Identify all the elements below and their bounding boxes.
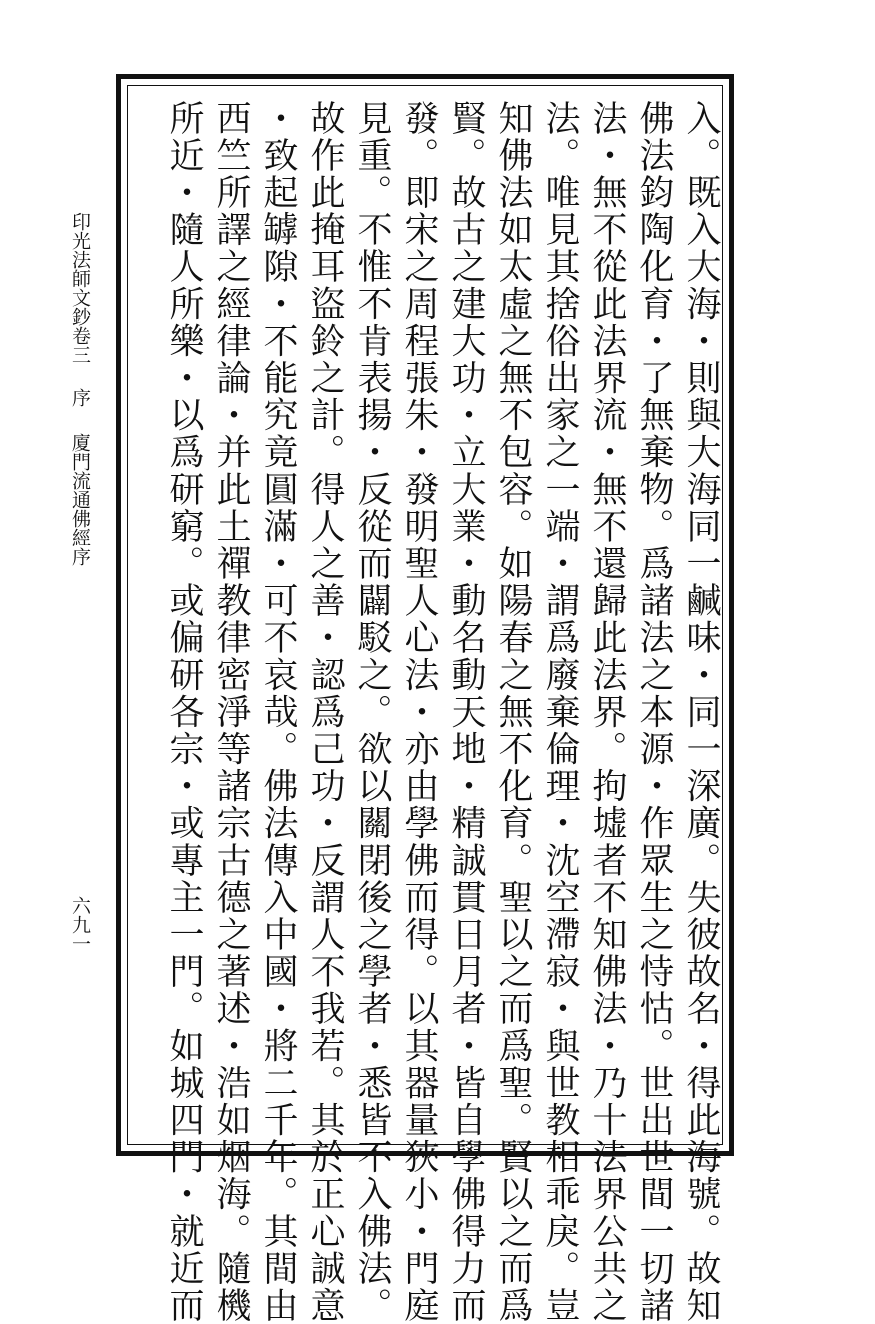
header-section: 序: [69, 388, 91, 407]
text-column-6: 賢。故古之建大功・立大業・動名動天地・精誠貫日月者・皆自學佛得力而: [446, 100, 486, 1324]
text-column-8: 見重。不惟不肯表揚・反從而闢駁之。欲以關閉後之學者・悉皆不入佛法。: [352, 100, 392, 1324]
text-column-10: ・致起罅隙・不能究竟圓滿・可不哀哉。佛法傳入中國・將二千年。其間由: [258, 100, 298, 1324]
text-column-12: 所近・隨人所樂・以爲研窮。或偏研各宗・或專主一門。如城四門・就近而: [164, 100, 204, 1324]
text-column-2: 佛法鈞陶化育・了無棄物。爲諸法之本源・作眾生之恃怙。世出世間一切諸: [634, 100, 674, 1324]
text-column-1: 入。既入大海・則與大海同一鹹味・同一深廣。失彼故名・得此海號。故知: [681, 100, 721, 1324]
text-column-4: 法。唯見其捨俗出家之一端・謂爲廢棄倫理・沈空滯寂・與世教相乖戾。豈: [540, 100, 580, 1324]
text-column-11: 西竺所譯之經律論・并此土禪教律密淨等諸宗古德之著述・浩如烟海。隨機: [211, 100, 251, 1324]
text-column-7: 發。即宋之周程張朱・發明聖人心法・亦由學佛而得。以其器量狹小・門庭: [399, 100, 439, 1324]
header-chapter-title: 廈門流通佛經序: [69, 433, 91, 566]
text-column-9: 故作此掩耳盜鈴之計。得人之善・認爲己功・反謂人不我若。其於正心誠意: [305, 100, 345, 1324]
page-number: 六九一: [69, 896, 91, 953]
running-header: [66, 212, 94, 632]
text-column-5: 知佛法如太虛之無不包容。如陽春之無不化育。聖以之而爲聖。賢以之而爲: [493, 100, 533, 1324]
header-book-title: 印光法師文鈔卷三: [69, 212, 91, 364]
text-column-3: 法・無不從此法界流・無不還歸此法界。拘墟者不知佛法・乃十法界公共之: [587, 100, 627, 1324]
